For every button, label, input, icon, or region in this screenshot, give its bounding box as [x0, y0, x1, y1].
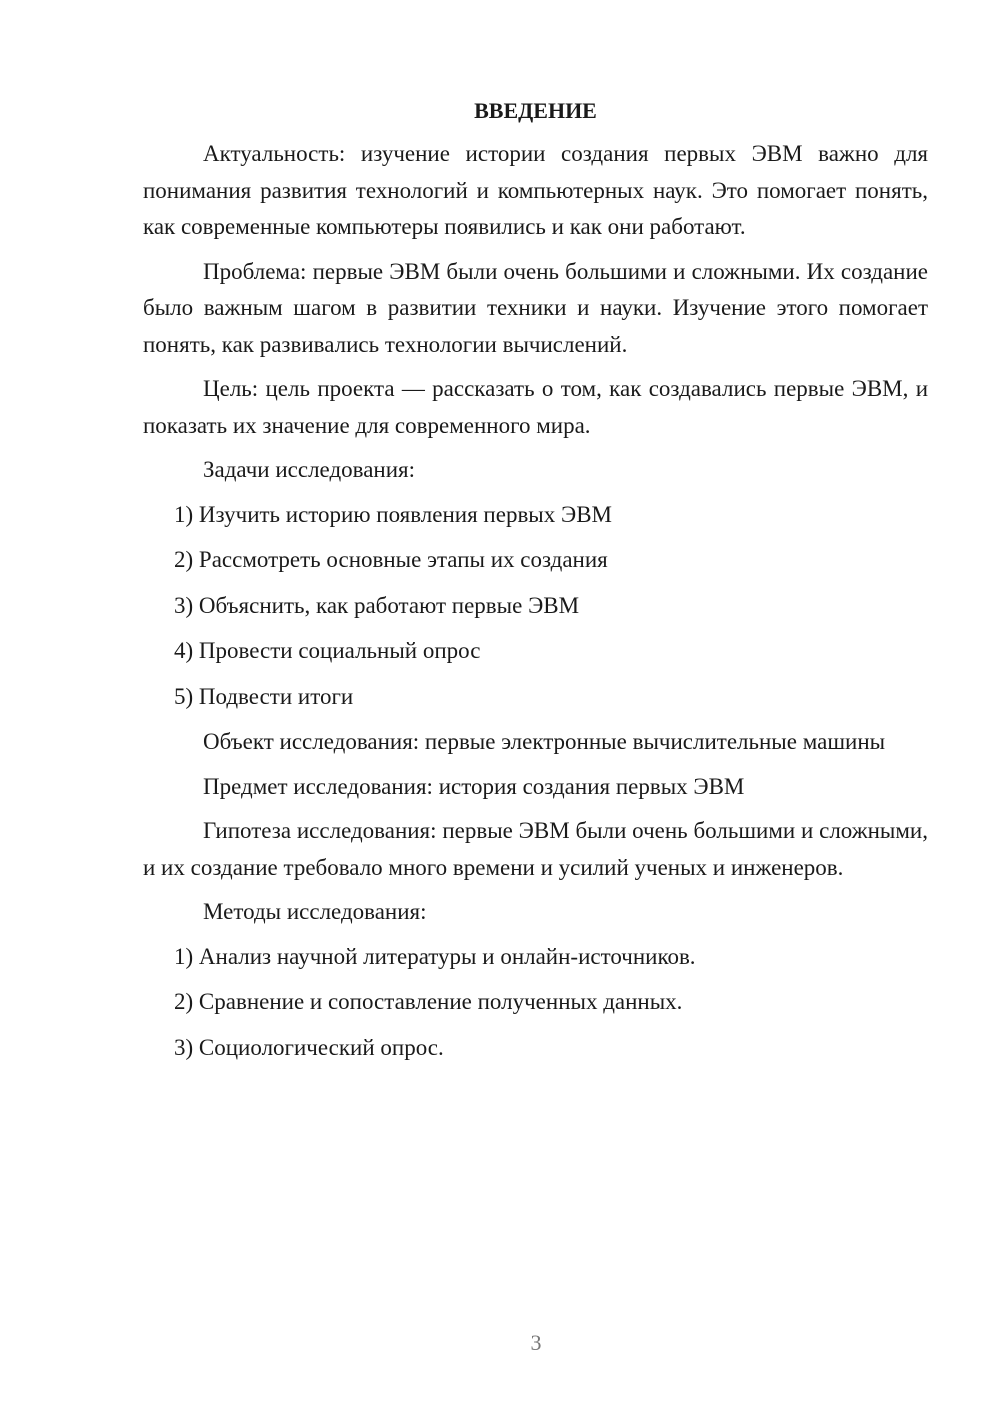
- tasks-title: Задачи исследования:: [203, 457, 416, 482]
- document-page: [143, 96, 928, 1075]
- method-item: 2) Сравнение и сопоставление полученных данных.: [174, 989, 683, 1014]
- task-item: 1) Изучить историю появления первых ЭВМ: [174, 501, 612, 527]
- task-item: 3) Объяснить, как работают первые ЭВМ: [174, 592, 580, 618]
- method-item: 3) Социологический опрос.: [174, 1034, 444, 1060]
- page-number: 3: [530, 1330, 542, 1355]
- subject-paragraph: Предмет исследования: история создания первых ЭВМ: [203, 773, 745, 799]
- methods-title: Методы исследования:: [203, 899, 427, 924]
- task-item: 2) Рассмотреть основные этапы их создания: [174, 547, 608, 572]
- problem-paragraph: Проблема: первые ЭВМ были очень большими и сложными. Их создание было важным шагом в развитии техники и науки. Изучение этого помогает понять, как развивались технологии вычислений.: [143, 258, 928, 357]
- hypothesis-paragraph: Гипотеза исследования: первые ЭВМ были очень большими и сложными, и их создание требовало много времени и усилий ученых и инженеров.: [143, 818, 928, 880]
- task-item: 5) Подвести итоги: [174, 683, 354, 709]
- goal-paragraph: Цель: цель проекта — рассказать о том, как создавались первые ЭВМ, и показать их значение для современного мира.: [143, 376, 928, 438]
- section-heading: ВВЕДЕНИЕ: [474, 98, 597, 123]
- method-item: 1) Анализ научной литературы и онлайн-источников.: [174, 943, 696, 969]
- task-item: 4) Провести социальный опрос: [174, 638, 481, 663]
- relevance-paragraph: Актуальность: изучение истории создания первых ЭВМ важно для понимания развития технологий и компьютерных наук. Это помогает понять, как современные компьютеры появились и как они работают.: [143, 141, 928, 239]
- object-paragraph: Объект исследования: первые электронные вычислительные машины: [203, 729, 886, 754]
